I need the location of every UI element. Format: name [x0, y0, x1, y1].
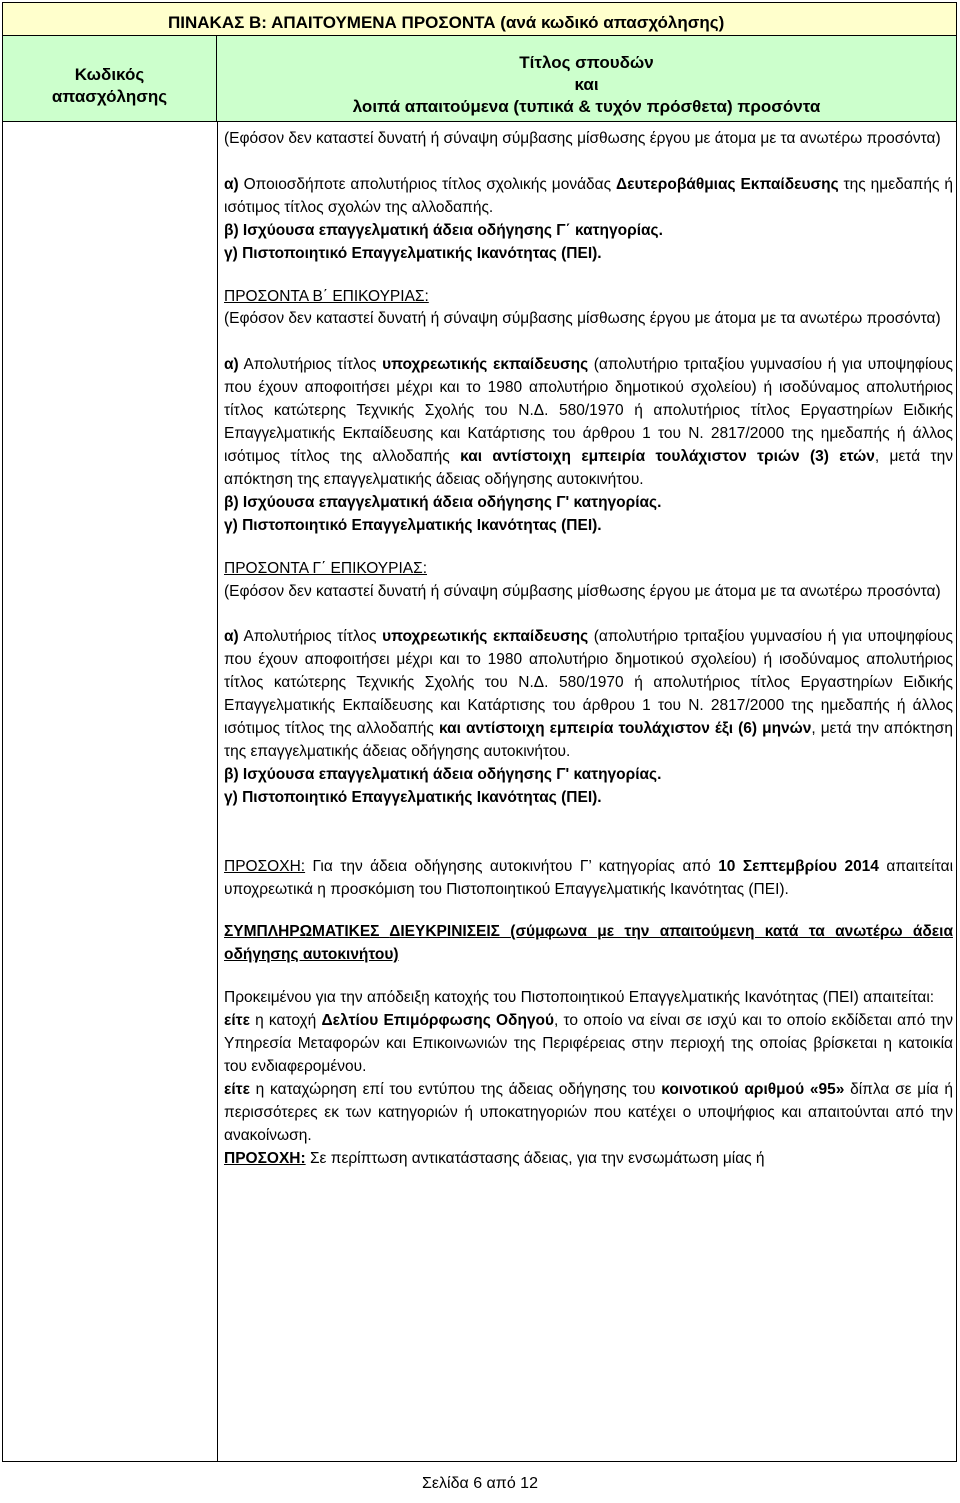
section-c-item-b: β) Ισχύουσα επαγγελματική άδεια οδήγησης Γ' κατηγορίας.	[224, 765, 662, 783]
main-intro: (Εφόσον δεν καταστεί δυνατή ή σύναψη σύμβασης μίσθωσης έργου με άτομα με τα ανωτέρω προσόντα)	[224, 130, 941, 147]
clarifications-intro: Προκειμένου για την απόδειξη κατοχής του Πιστοποιητικού Επαγγελματικής Ικανότητας (ΠΕΙ) απαιτείται:	[224, 989, 935, 1007]
header-qual-line3: λοιπά απαιτούμενα (τυπικά & τυχόν πρόσθετα) προσόντα	[352, 97, 821, 116]
clarifications-heading: ΣΥΜΠΛΗΡΩΜΑΤΙΚΕΣ ΔΙΕΥΚΡΙΝΙΣΕΙΣ (σύμφωνα με την απαιτούμενη κατά τα ανωτέρω άδεια οδήγησης αυτοκινήτου)	[224, 923, 953, 964]
table-body	[2, 122, 957, 1462]
clarification-option-1: είτε η κατοχή Δελτίου Επιμόρφωσης Οδηγού, το οποίο να είναι σε ισχύ και το οποίο εκδίδεται από την Υπηρεσία Μεταφορών και Επικοινωνιών της Περιφέρειας στην περιοχή της οποίας βρίσκεται η κατοικία του ενδιαφερομένου.	[224, 1012, 954, 1075]
main-item-b: β) Ισχύουσα επαγγελματική άδεια οδήγησης Γ΄ κατηγορίας.	[224, 221, 663, 239]
section-b-intro: (Εφόσον δεν καταστεί δυνατή ή σύναψη σύμβασης μίσθωσης έργου με άτομα με τα ανωτέρω προσόντα)	[224, 310, 941, 328]
main-item-c: γ) Πιστοποιητικό Επαγγελματικής Ικανότητας (ΠΕΙ).	[224, 244, 602, 262]
table-header	[2, 36, 957, 122]
notice-label: ΠΡΟΣΟΧΗ:	[224, 857, 306, 875]
table-title: ΠΙΝΑΚΑΣ Β: ΑΠΑΙΤΟΥΜΕΝΑ ΠΡΟΣΟΝΤΑ (ανά κωδικό απασχόλησης)	[2, 2, 957, 36]
main-item-a: α) Οποιοσδήποτε απολυτήριος τίτλος σχολικής μονάδας Δευτεροβάθμιας Εκπαίδευσης της ημεδαπής ή ισότιμος τίτλος σχολών της αλλοδαπής.	[224, 175, 953, 216]
section-c-item-a: α) Απολυτήριος τίτλος υποχρεωτικής εκπαίδευσης (απολυτήριο τριταξίου γυμνασίου ή για υποψηφίους που έχουν αποφοιτήσει μέχρι και το 1980 απολυτήριο δημοτικού σχολείου) ή ισοδύναμος απολυτήριος τίτλος κατώτερης Τεχνικής Σχολής του Ν.Δ. 580/1970 ή απολυτήριος τίτλος Εργαστηρίων Ειδικής Επαγγελματικής Εκπαίδευσης και Κατάρτισης του άρθρου 1 του Ν. 2817/2000 της ημεδαπής ή άλλος ισότιμος τίτλος της αλλοδαπής και αντίστοιχη εμπειρία τουλάχιστον έξι (6) μηνών, μετά την απόκτηση της επαγγελματικής άδειας οδήγησης αυτοκινήτου.	[224, 628, 953, 760]
section-c-intro: (Εφόσον δεν καταστεί δυνατή ή σύναψη σύμβασης μίσθωσης έργου με άτομα με τα ανωτέρω προσόντα)	[224, 582, 941, 600]
header-qualifications-column	[217, 36, 956, 118]
clarification-option-2: είτε η καταχώρηση επί του εντύπου της άδειας οδήγησης του κοινοτικού αριθμού «95» δίπλα σε μία ή περισσότερες εκ των κατηγοριών ή υποκατηγοριών που κατέχει ο υποψήφιος και απαιτούνται από την ανακοίνωση.	[224, 1080, 953, 1144]
section-c-item-c: γ) Πιστοποιητικό Επαγγελματικής Ικανότητας (ΠΕΙ).	[224, 788, 602, 806]
header-code-column	[3, 36, 217, 121]
section-b-item-b: β) Ισχύουσα επαγγελματική άδεια οδήγησης Γ' κατηγορίας.	[224, 493, 662, 511]
section-b-item-a: α) Απολυτήριος τίτλος υποχρεωτικής εκπαίδευσης (απολυτήριο τριταξίου γυμνασίου ή για υποψηφίους που έχουν αποφοιτήσει μέχρι και το 1980 απολυτήριο δημοτικού σχολείου) ή ισοδύναμος απολυτήριος τίτλος κατώτερης Τεχνικής Σχολής του Ν.Δ. 580/1970 ή απολυτήριος τίτλος Εργαστηρίων Ειδικής Επαγγελματικής Εκπαίδευσης και Κατάρτισης του άρθρου 1 του Ν. 2817/2000 της ημεδαπής ή άλλος ισότιμος τίτλος της αλλοδαπής και αντίστοιχη εμπειρία τουλάχιστον τριών (3) ετών, μετά την απόκτηση της επαγγελματικής άδειας οδήγησης αυτοκινήτου.	[224, 356, 953, 488]
header-code-line2: απασχόλησης	[51, 87, 168, 106]
qualifications-content	[224, 128, 953, 1171]
header-qual-line1: Τίτλος σπουδών	[519, 53, 654, 72]
header-code-line1: Κωδικός	[74, 65, 145, 84]
page-footer	[0, 1475, 960, 1493]
page-number: Σελίδα 6 από 12	[422, 1475, 538, 1492]
header-qual-line2: και	[574, 75, 599, 94]
column-divider	[217, 122, 218, 1461]
section-b-heading: ΠΡΟΣΟΝΤΑ Β΄ ΕΠΙΚΟΥΡΙΑΣ:	[224, 287, 429, 305]
requirements-table	[2, 2, 957, 1462]
notice-paragraph: ΠΡΟΣΟΧΗ: Για την άδεια οδήγησης αυτοκινήτου Γ’ κατηγορίας από 10 Σεπτεμβρίου 2014 απαιτείται υποχρεωτικά η προσκόμιση του Πιστοποιητικού Επαγγελματικής Ικανότητας (ΠΕΙ).	[224, 857, 954, 898]
section-c-heading: ΠΡΟΣΟΝΤΑ Γ΄ ΕΠΙΚΟΥΡΙΑΣ:	[224, 559, 427, 577]
section-b-item-c: γ) Πιστοποιητικό Επαγγελματικής Ικανότητας (ΠΕΙ).	[224, 516, 602, 534]
clarification-notice: ΠΡΟΣΟΧΗ: Σε περίπτωση αντικατάστασης άδειας, για την ενσωμάτωση μίας ή	[224, 1149, 765, 1167]
